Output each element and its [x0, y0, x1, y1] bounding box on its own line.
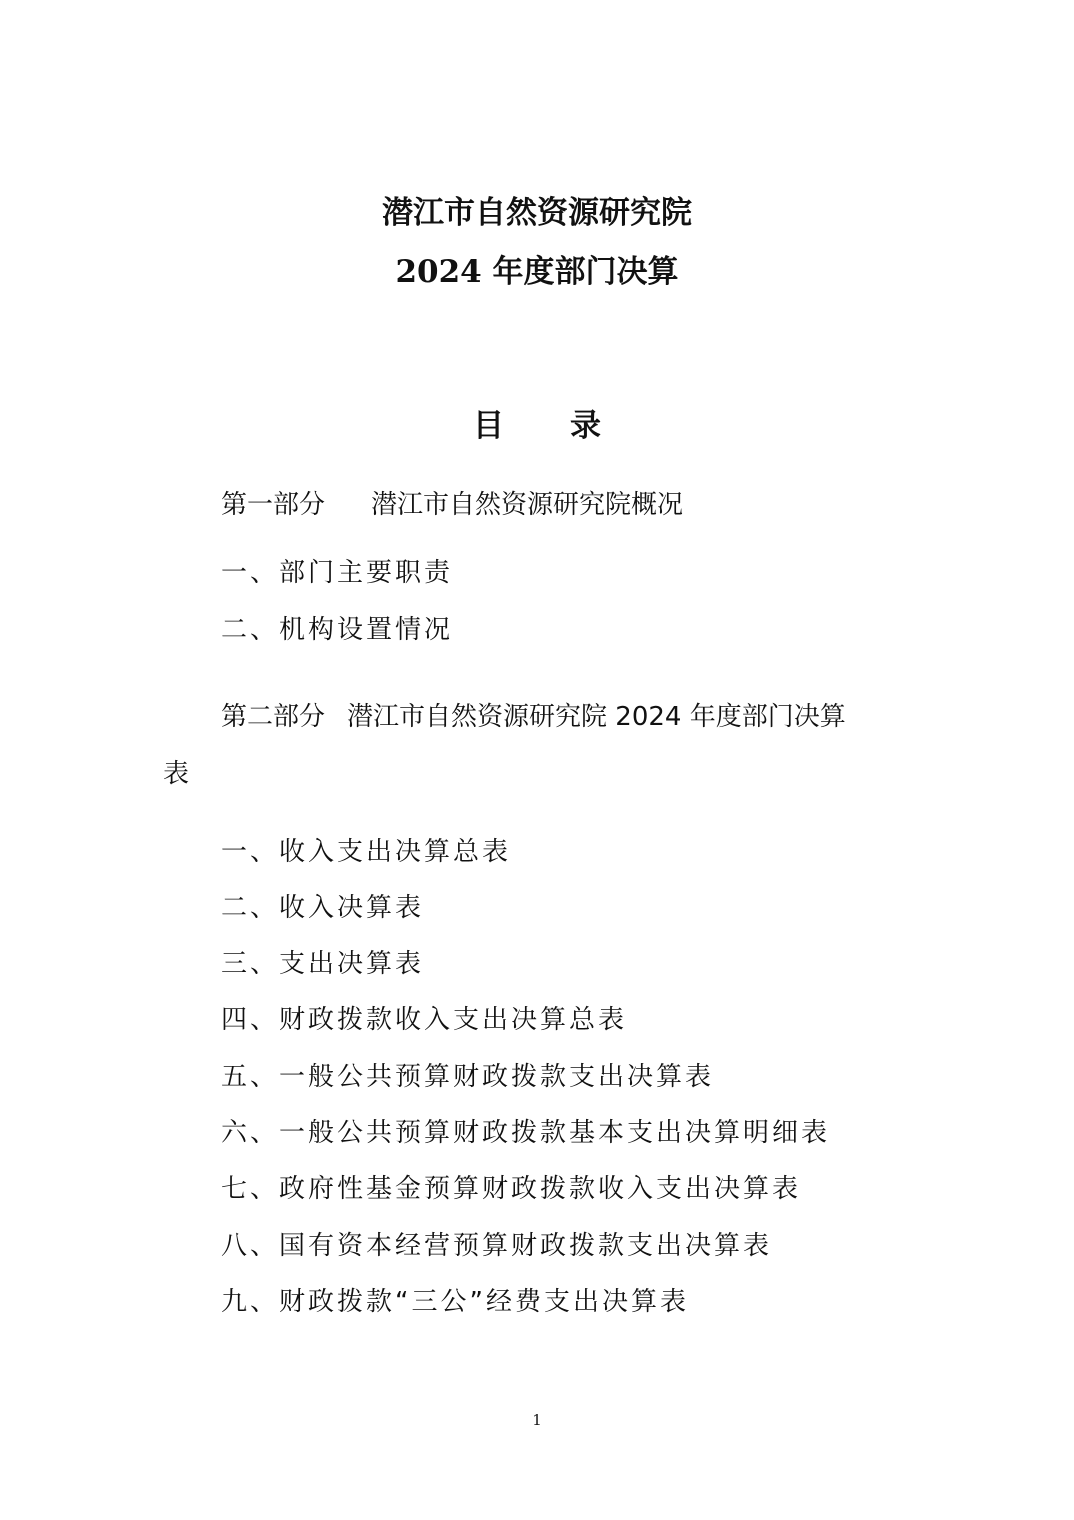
toc-heading-char1: 目: [473, 408, 504, 444]
toc-part2-item-4[interactable]: 四、财政拨款收入支出决算总表: [221, 1005, 628, 1035]
toc-heading-char2: 录: [570, 408, 601, 444]
document-title-line1: 潜江市自然资源研究院: [382, 195, 692, 231]
toc-part2-item-6[interactable]: 六、一般公共预算财政拨款基本支出决算明细表: [221, 1118, 831, 1148]
toc-heading: [0, 404, 1074, 448]
toc-part1-item-1[interactable]: 一、部门主要职责: [221, 558, 454, 588]
toc-part1-title: 潜江市自然资源研究院概况: [371, 490, 684, 520]
toc-part2-label: 第二部分: [221, 702, 326, 732]
toc-part1-heading[interactable]: [221, 487, 683, 523]
toc-part2-item-7[interactable]: 七、政府性基金预算财政拨款收入支出决算表: [221, 1174, 802, 1204]
toc-part2-item-3[interactable]: 三、支出决算表: [221, 949, 425, 979]
page-number: 1: [532, 1411, 542, 1429]
toc-part2-item-8[interactable]: 八、国有资本经营预算财政拨款支出决算表: [221, 1231, 773, 1261]
toc-part2-item-9[interactable]: 九、财政拨款“三公”经费支出决算表: [221, 1287, 689, 1317]
toc-part2-item-2[interactable]: 二、收入决算表: [221, 893, 425, 923]
toc-part2-heading[interactable]: [221, 699, 846, 735]
toc-part1-label: 第一部分: [221, 490, 326, 520]
toc-part2-item-1[interactable]: 一、收入支出决算总表: [221, 837, 512, 867]
document-title-line2: 2024 年度部门决算: [395, 254, 679, 290]
toc-part2-title-line1: 潜江市自然资源研究院 2024 年度部门决算: [347, 702, 846, 732]
toc-part2-title-line2: 表: [163, 759, 190, 789]
toc-part1-item-2[interactable]: 二、机构设置情况: [221, 615, 454, 645]
toc-part2-item-5[interactable]: 五、一般公共预算财政拨款支出决算表: [221, 1062, 715, 1092]
